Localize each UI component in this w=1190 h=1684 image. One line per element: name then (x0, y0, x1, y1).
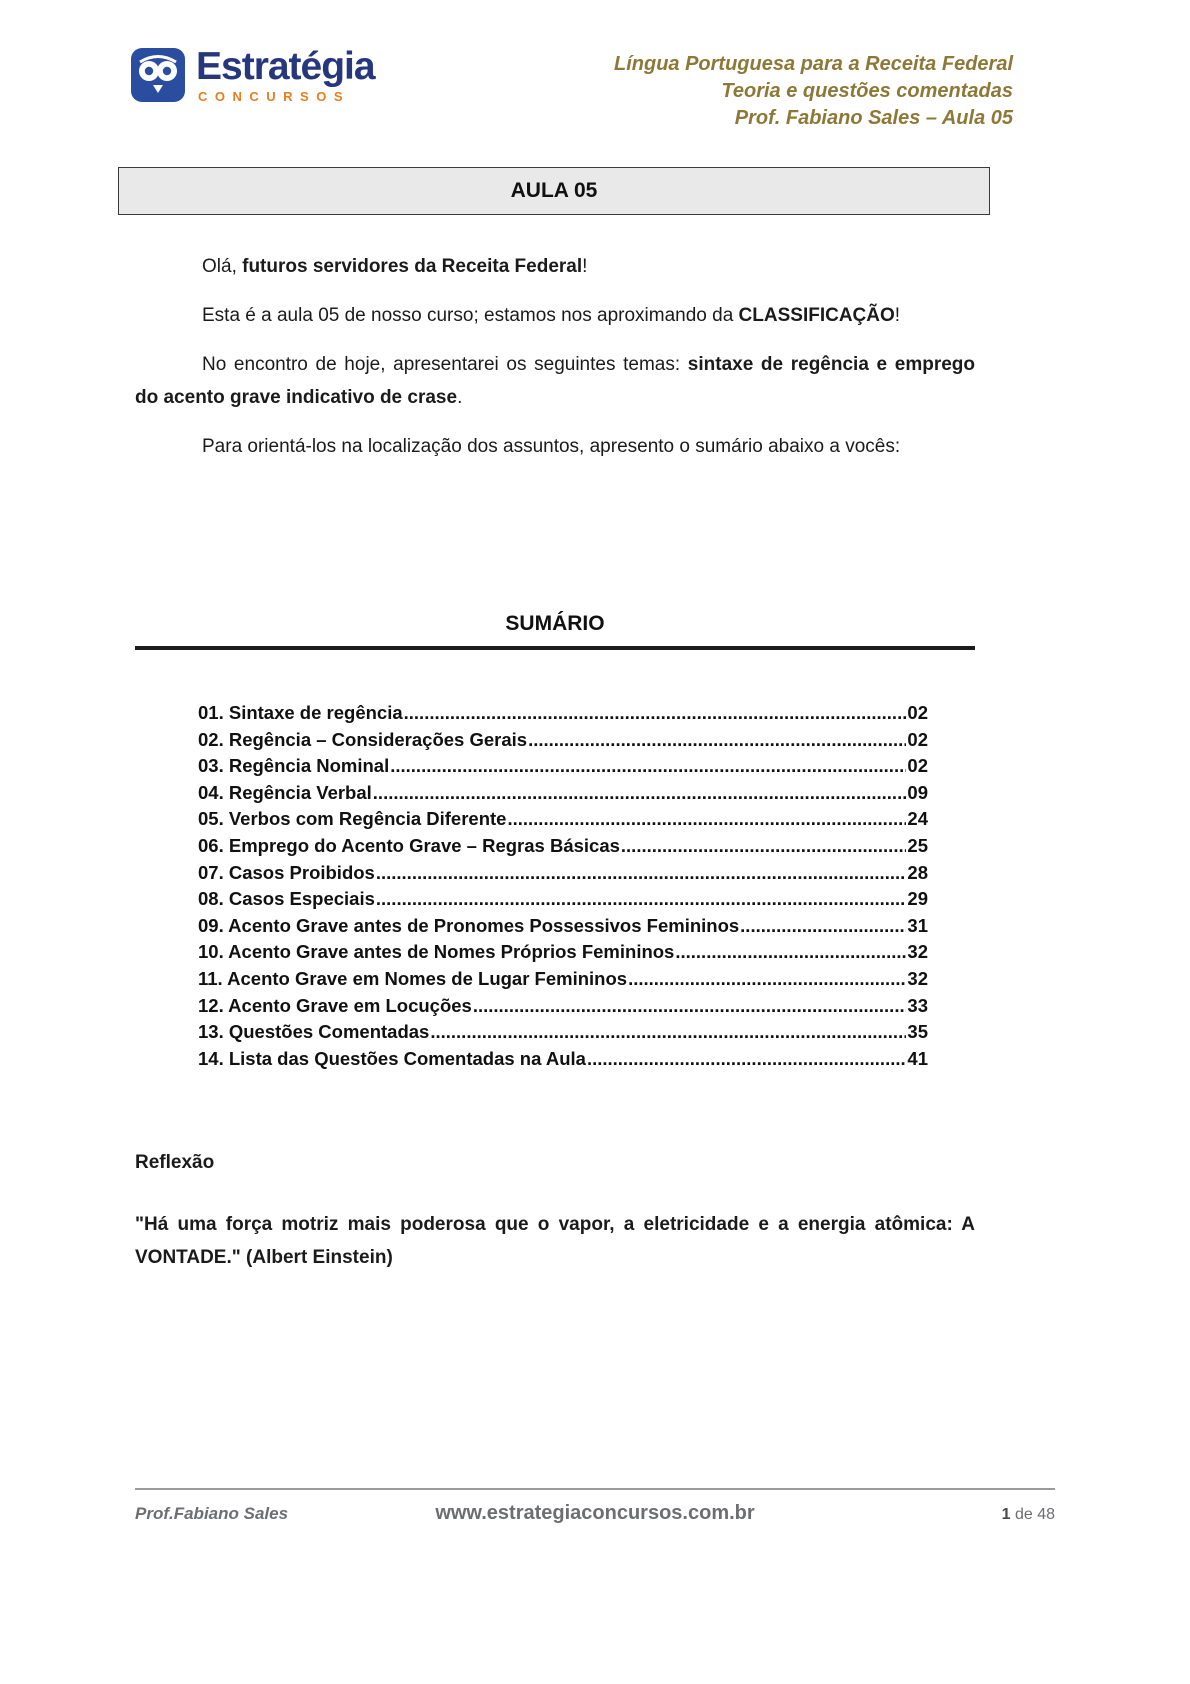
toc-item-label: 05. Verbos com Regência Diferente (198, 808, 507, 830)
toc-item (198, 913, 928, 940)
toc-item-label: 02. Regência – Considerações Gerais (198, 728, 528, 750)
toc-leader-dots (376, 860, 907, 887)
footer-professor: Prof.Fabiano Sales (135, 1504, 289, 1523)
course-professor-line: Prof. Fabiano Sales – Aula 05 (734, 107, 1013, 129)
footer-page-number: 1 (1001, 1506, 1011, 1523)
toc-item (198, 833, 928, 860)
reflection-quote: "Há uma força motriz mais poderosa que o vapor, a eletricidade e a energia atômica: A VONTADE." (Albert Einstein) (135, 1214, 975, 1268)
toc-leader-dots (390, 753, 906, 780)
lesson-title-box (118, 167, 990, 215)
toc-item-label: 06. Emprego do Acento Grave – Regras Básicas (198, 834, 620, 856)
summary-heading-block (135, 612, 975, 650)
toc-list (198, 700, 928, 1072)
toc-item (198, 886, 928, 913)
toc-item-page: 33 (907, 994, 928, 1016)
toc-leader-dots (621, 833, 907, 860)
course-title: Língua Portuguesa para a Receita Federal (613, 53, 1013, 75)
toc-item-label: 09. Acento Grave antes de Pronomes Possessivos Femininos (198, 914, 740, 936)
toc-item-page: 32 (907, 941, 928, 963)
toc-item-label: 14. Lista das Questões Comentadas na Aula (198, 1047, 586, 1069)
toc-item-label: 03. Regência Nominal (198, 755, 390, 777)
reflection-heading: Reflexão (135, 1152, 215, 1173)
page-footer (135, 1488, 1055, 1525)
toc-item-page: 28 (907, 861, 928, 883)
paragraph-intro-bold: CLASSIFICAÇÃO (738, 305, 895, 326)
toc-item (198, 966, 928, 993)
toc-leader-dots (507, 806, 906, 833)
footer-website: www.estrategiaconcursos.com.br (435, 1502, 755, 1524)
toc-leader-dots (373, 780, 907, 807)
toc-item-page: 09 (907, 781, 928, 803)
lesson-title: AULA 05 (510, 179, 598, 202)
logo-text (196, 47, 375, 104)
paragraph-topics-bold: sintaxe de regência e emprego do acento grave indicativo de crase (135, 354, 975, 408)
paragraph-topics-text: No encontro de hoje, apresentarei os seguintes temas: (202, 354, 688, 375)
toc-leader-dots (376, 886, 907, 913)
logo-brand-name: Estratégia (196, 45, 375, 88)
toc-item-label: 12. Acento Grave em Locuções (198, 994, 472, 1016)
course-subtitle: Teoria e questões comentadas (721, 80, 1013, 102)
paragraph-greeting-bold: futuros servidores da Receita Federal (242, 256, 583, 277)
toc-item-page: 32 (907, 967, 928, 989)
toc-item (198, 939, 928, 966)
paragraph-topics-end: . (457, 387, 463, 408)
toc-item (198, 860, 928, 887)
toc-item-label: 11. Acento Grave em Nomes de Lugar Femininos (198, 967, 628, 989)
paragraph-intro-text: Esta é a aula 05 de nosso curso; estamos nos aproximando da (202, 305, 739, 326)
toc-item-label: 07. Casos Proibidos (198, 861, 375, 883)
paragraph-greeting-end: ! (582, 256, 588, 277)
toc-item (198, 700, 928, 727)
toc-item-page: 35 (907, 1021, 928, 1043)
toc-item (198, 780, 928, 807)
toc-item-label: 10. Acento Grave antes de Nomes Próprios Femininos (198, 941, 675, 963)
logo-subtitle: CONCURSOS (198, 89, 351, 104)
paragraph-guide-text: Para orientá-los na localização dos assuntos, apresento o sumário abaixo a vocês: (202, 436, 901, 457)
toc-item-label: 01. Sintaxe de regência (198, 702, 403, 723)
toc-leader-dots (430, 1019, 906, 1046)
toc-leader-dots (587, 1046, 906, 1073)
toc-item-page: 24 (907, 808, 928, 830)
toc-item-page: 41 (907, 1047, 928, 1069)
toc-leader-dots (675, 939, 906, 966)
toc-item-label: 08. Casos Especiais (198, 888, 375, 910)
toc-item (198, 1019, 928, 1046)
toc-item-page: 02 (907, 728, 928, 750)
toc-item (198, 993, 928, 1020)
owl-logo-icon (130, 47, 186, 103)
paragraph-guide (135, 430, 975, 463)
toc-item (198, 1046, 928, 1073)
toc-item (198, 806, 928, 833)
toc-item-page: 02 (907, 702, 928, 723)
toc-item-page: 02 (907, 755, 928, 777)
toc-leader-dots (404, 700, 907, 727)
paragraph-intro-end: ! (894, 305, 901, 326)
toc-leader-dots (528, 727, 906, 754)
toc-leader-dots (740, 913, 906, 940)
toc-item (198, 727, 928, 754)
toc-item-label: 04. Regência Verbal (198, 781, 372, 803)
footer-page-indicator (815, 1506, 1055, 1524)
toc-item-page: 29 (907, 888, 928, 910)
paragraph-greeting (135, 250, 975, 283)
paragraph-topics (135, 348, 975, 414)
toc-item (198, 753, 928, 780)
toc-item-label: 13. Questões Comentadas (198, 1021, 430, 1043)
toc-leader-dots (628, 966, 906, 993)
footer-page-total: de 48 (1010, 1506, 1055, 1523)
paragraph-intro (135, 299, 975, 332)
course-info-block (614, 51, 1013, 132)
summary-title: SUMÁRIO (505, 612, 605, 635)
toc-item-page: 31 (907, 914, 928, 936)
paragraph-greeting-text: Olá, (202, 256, 243, 277)
toc-leader-dots (473, 993, 907, 1020)
body-content (135, 250, 975, 479)
estrategia-logo (130, 47, 375, 104)
toc-item-page: 25 (907, 834, 928, 856)
